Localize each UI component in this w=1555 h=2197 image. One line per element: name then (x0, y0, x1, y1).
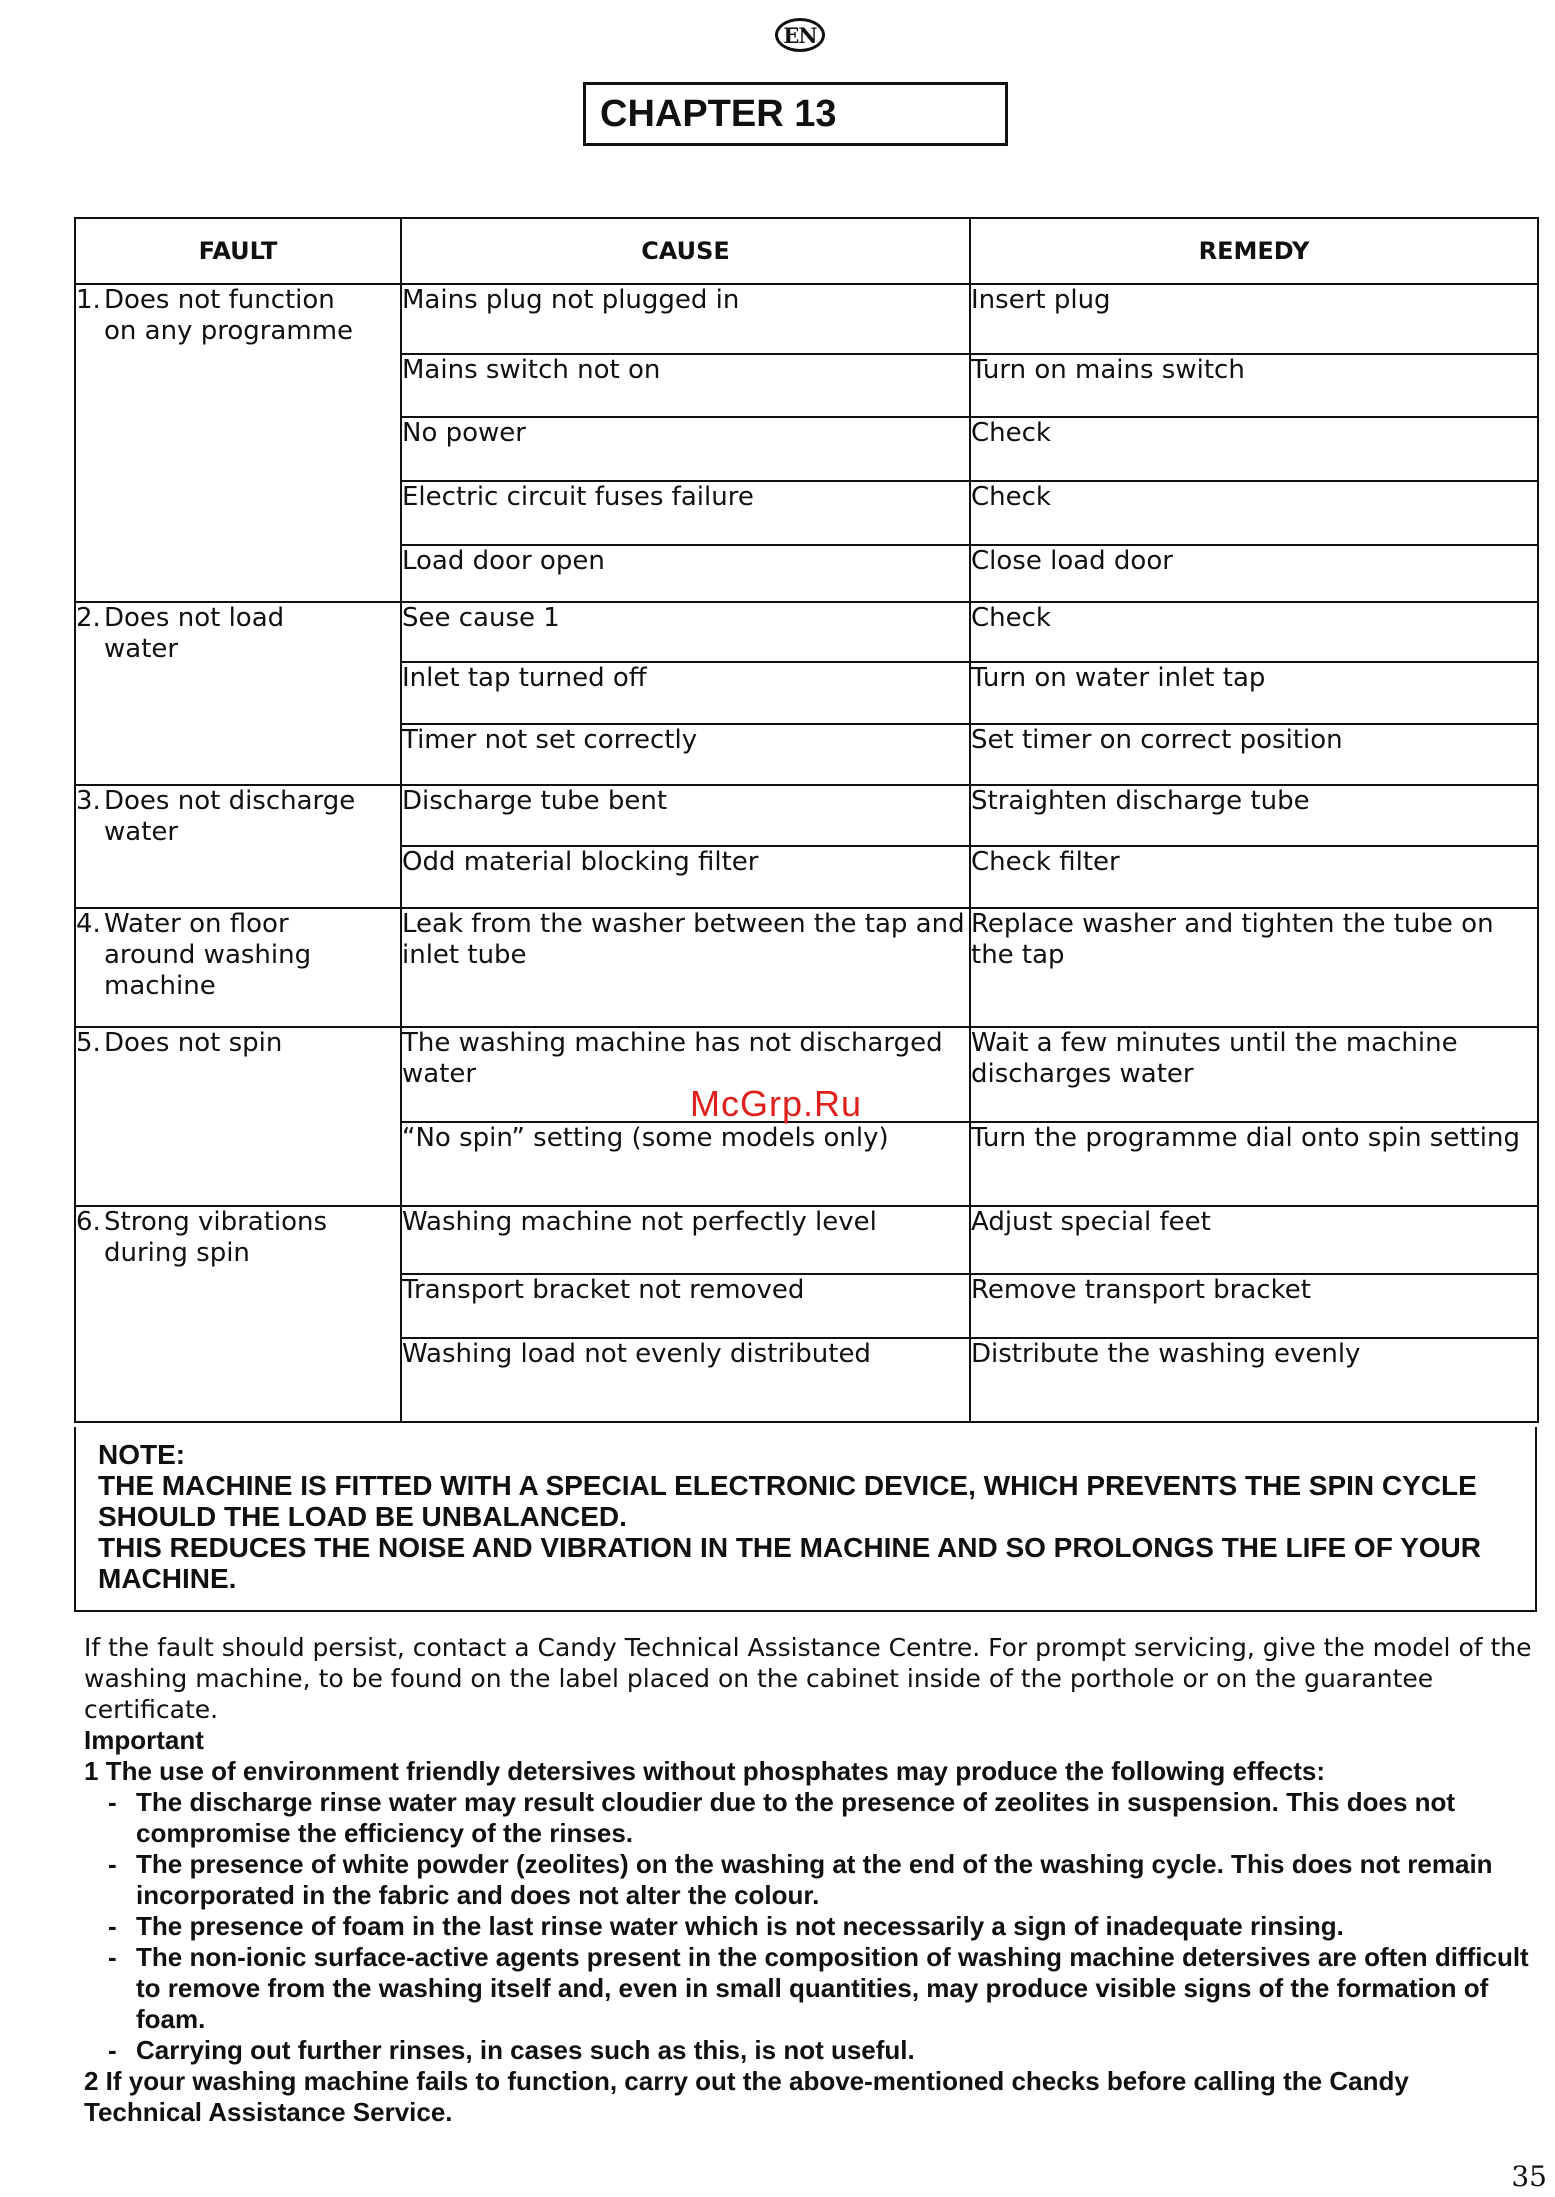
cause-cell: “No spin” setting (some models only) (401, 1122, 970, 1206)
remedy-cell: Turn the programme dial onto spin setting (970, 1122, 1538, 1206)
list-item: - The non-ionic surface-active agents present in the composition of washing machine detersives are often difficult to remove from the washing itself and, even in small quantities, may produce visible signs of the formation of foam. (84, 1942, 1534, 2035)
cause-cell: Load door open (401, 545, 970, 602)
table-row (75, 908, 1538, 1027)
list-item: - The discharge rinse water may result cloudier due to the presence of zeolites in suspension. This does not compromise the efficiency of the rinses. (84, 1787, 1534, 1849)
table-row (75, 785, 1538, 846)
note-box (74, 1427, 1537, 1612)
fault-cell: 1. Does not function on any programme (75, 284, 401, 602)
remedy-cell: Check (970, 417, 1538, 481)
remedy-cell: Check (970, 602, 1538, 662)
fault-cell: 4. Water on floor around washing machine (75, 908, 401, 1027)
remedy-cell: Set timer on correct position (970, 724, 1538, 785)
remedy-cell: Remove transport bracket (970, 1274, 1538, 1338)
table-row (75, 284, 1538, 354)
remedy-cell: Check filter (970, 846, 1538, 908)
cause-cell: Discharge tube bent (401, 785, 970, 846)
remedy-cell: Turn on water inlet tap (970, 662, 1538, 724)
fault-cell: 2. Does not load water (75, 602, 401, 785)
table-row (75, 1206, 1538, 1274)
remedy-cell: Close load door (970, 545, 1538, 602)
note-title: NOTE: (98, 1439, 186, 1470)
chapter-title: CHAPTER 13 (583, 82, 1008, 146)
cause-cell: Electric circuit fuses failure (401, 481, 970, 545)
cause-cell: Mains switch not on (401, 354, 970, 417)
cause-cell: Mains plug not plugged in (401, 284, 970, 354)
list-item: - The presence of white powder (zeolites) on the washing at the end of the washing cycle. This does not remain incorporated in the fabric and does not alter the colour. (84, 1849, 1534, 1911)
table-header-row (75, 218, 1538, 284)
fault-cell: 5. Does not spin (75, 1027, 401, 1206)
page-number: 35 (1511, 2160, 1547, 2193)
cause-cell: No power (401, 417, 970, 481)
remedy-cell: Straighten discharge tube (970, 785, 1538, 846)
remedy-cell: Turn on mains switch (970, 354, 1538, 417)
cause-cell: Washing machine not perfectly level (401, 1206, 970, 1274)
cause-cell: Timer not set correctly (401, 724, 970, 785)
fault-cell: 6. Strong vibrations during spin (75, 1206, 401, 1422)
cause-cell: Washing load not evenly distributed (401, 1338, 970, 1422)
table-row (75, 602, 1538, 662)
cause-cell: The washing machine has not discharged water (401, 1027, 970, 1122)
important-point-1: 1 The use of environment friendly detersives without phosphates may produce the following effects: (84, 1756, 1325, 1786)
footer-section (84, 1632, 1534, 2128)
header-fault: FAULT (75, 218, 401, 284)
cause-cell: Inlet tap turned off (401, 662, 970, 724)
language-badge: EN (775, 18, 825, 52)
list-item: - Carrying out further rinses, in cases such as this, is not useful. (84, 2035, 1534, 2066)
important-title: Important (84, 1725, 204, 1755)
remedy-cell: Distribute the washing evenly (970, 1338, 1538, 1422)
header-remedy: REMEDY (970, 218, 1538, 284)
note-line-1: THE MACHINE IS FITTED WITH A SPECIAL ELECTRONIC DEVICE, WHICH PREVENTS THE SPIN CYCLE SHOULD THE LOAD BE UNBALANCED. (98, 1470, 1477, 1532)
cause-cell: See cause 1 (401, 602, 970, 662)
watermark: McGrp.Ru (690, 1083, 863, 1124)
persist-paragraph: If the fault should persist, contact a Candy Technical Assistance Centre. For prompt servicing, give the model of the washing machine, to be found on the label placed on the cabinet inside of the porthole or on the guarantee certificate. (84, 1633, 1532, 1724)
remedy-cell: Wait a few minutes until the machine discharges water (970, 1027, 1538, 1122)
important-point-2: 2 If your washing machine fails to function, carry out the above-mentioned checks before calling the Candy Technical Assistance Service. (84, 2066, 1409, 2127)
fault-table (74, 217, 1539, 1423)
remedy-cell: Insert plug (970, 284, 1538, 354)
cause-cell: Odd material blocking filter (401, 846, 970, 908)
header-cause: CAUSE (401, 218, 970, 284)
fault-cell: 3. Does not discharge water (75, 785, 401, 908)
cause-cell: Leak from the washer between the tap and inlet tube (401, 908, 970, 1027)
remedy-cell: Adjust special feet (970, 1206, 1538, 1274)
remedy-cell: Check (970, 481, 1538, 545)
list-item: - The presence of foam in the last rinse water which is not necessarily a sign of inadequate rinsing. (84, 1911, 1534, 1942)
remedy-cell: Replace washer and tighten the tube on the tap (970, 908, 1538, 1027)
cause-cell: Transport bracket not removed (401, 1274, 970, 1338)
note-line-2: THIS REDUCES THE NOISE AND VIBRATION IN THE MACHINE AND SO PROLONGS THE LIFE OF YOUR MACHINE. (98, 1532, 1481, 1594)
